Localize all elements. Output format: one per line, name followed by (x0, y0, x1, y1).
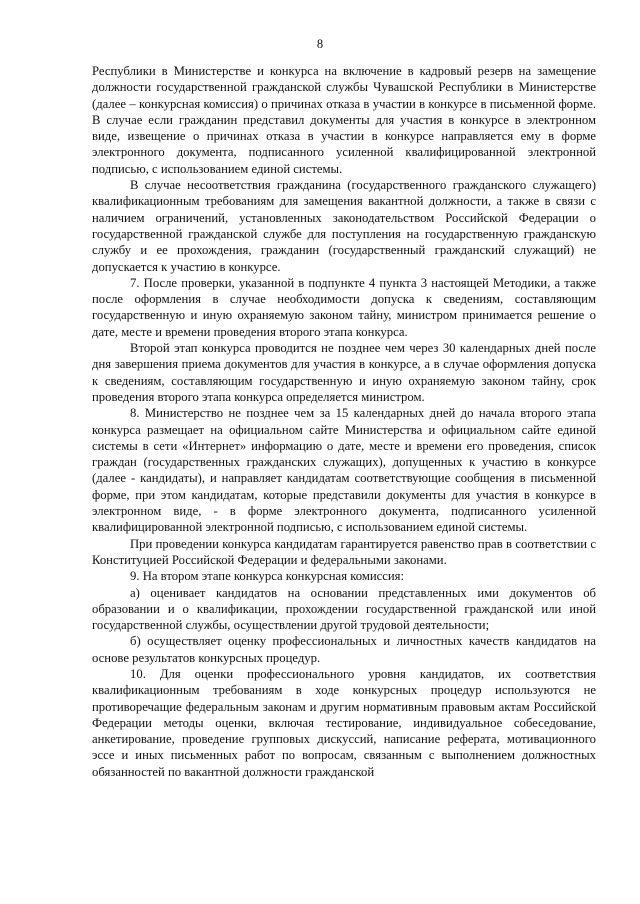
paragraph-item-8: 8. Министерство не позднее чем за 15 календарных дней до начала второго этапа конкурса размещает на официальном сайте Министерства и официальном сайте единой системы в сети «Интернет» информацию о дате, месте и времени его проведения, список граждан (государственных гражданских служащих), допущенных к участию в конкурсе (далее - кандидаты), и направляет кандидатам соответствующие сообщения в письменной форме, при этом кандидатам, которые представили документы для участия в конкурсе в электронном виде, - в форме электронного документа, подписанного усиленной квалифицированной электронной подписью, с использованием единой системы. (92, 406, 596, 535)
paragraph-item-9: 9. На втором этапе конкурса конкурсная комиссия: (130, 569, 405, 584)
paragraph-item-10: 10. Для оценки профессионального уровня кандидатов, их соответствия квалификационным требованиям в ходе конкурсных процедур используются не противоречащие федеральным законам и другим нормативным правовым актам Российской Федерации методы оценки, включая тестирование, индивидуальное собеседование, анкетирование, проведение групповых дискуссий, написание реферата, мотивационного эссе и иных письменных работ по вопросам, связанным с выполнением должностных обязанностей по вакантной должности гражданской (92, 666, 596, 779)
paragraph-continuation: Республики в Министерстве и конкурса на включение в кадровый резерв на замещение должности государственной гражданской службы Чувашской Республики в Министерстве (далее – конкурсная комиссия) о причинах отказа в участии в конкурсе в письменной форме. В случае если гражданин представил документы для участия в конкурсе в электронном виде, извещение о причинах отказа в участии в конкурсе направляется ему в форме электронного документа, подписанного усиленной квалифицированной электронной подписью, с использованием единой системы. (92, 64, 596, 176)
document-body (92, 63, 596, 780)
paragraph-noncompliance: В случае несоответствия гражданина (государственного гражданского служащего) квалификационным требованиям для замещения вакантной должности, а также в связи с наличием ограничений, установленных законодательством Российской Федерации о государственной гражданской службе для поступления на государственную гражданскую службу и ее прохождения, гражданин (государственный гражданский служащий) не допускается к участию в конкурсе. (92, 178, 596, 274)
paragraph-item-9a: а) оценивает кандидатов на основании представленных ими документов об образовании и о квалификации, прохождении государственной гражданской или иной государственной службы, осуществлении другой трудовой деятельности; (92, 585, 596, 633)
paragraph-second-stage-timing: Второй этап конкурса проводится не позднее чем через 30 календарных дней после дня завершения приема документов для участия в конкурсе, а в случае оформления допуска к сведениям, составляющим государственную и иную охраняемую законом тайну, срок проведения второго этапа конкурса определяется министром. (92, 341, 596, 404)
paragraph-item-9b: б) осуществляет оценку профессиональных и личностных качеств кандидатов на основе результатов конкурсных процедур. (92, 634, 596, 665)
paragraph-equal-rights: При проведении конкурса кандидатам гарантируется равенство прав в соответствии с Конституцией Российской Федерации и федеральными законами. (92, 536, 596, 567)
paragraph-item-7: 7. После проверки, указанной в подпункте 4 пункта 3 настоящей Методики, а также после оформления в случае необходимости допуска к сведениям, составляющим государственную и иную охраняемую законом тайну, министром принимается решение о дате, месте и времени проведения второго этапа конкурса. (92, 275, 596, 339)
page-number: 8 (316, 37, 324, 51)
